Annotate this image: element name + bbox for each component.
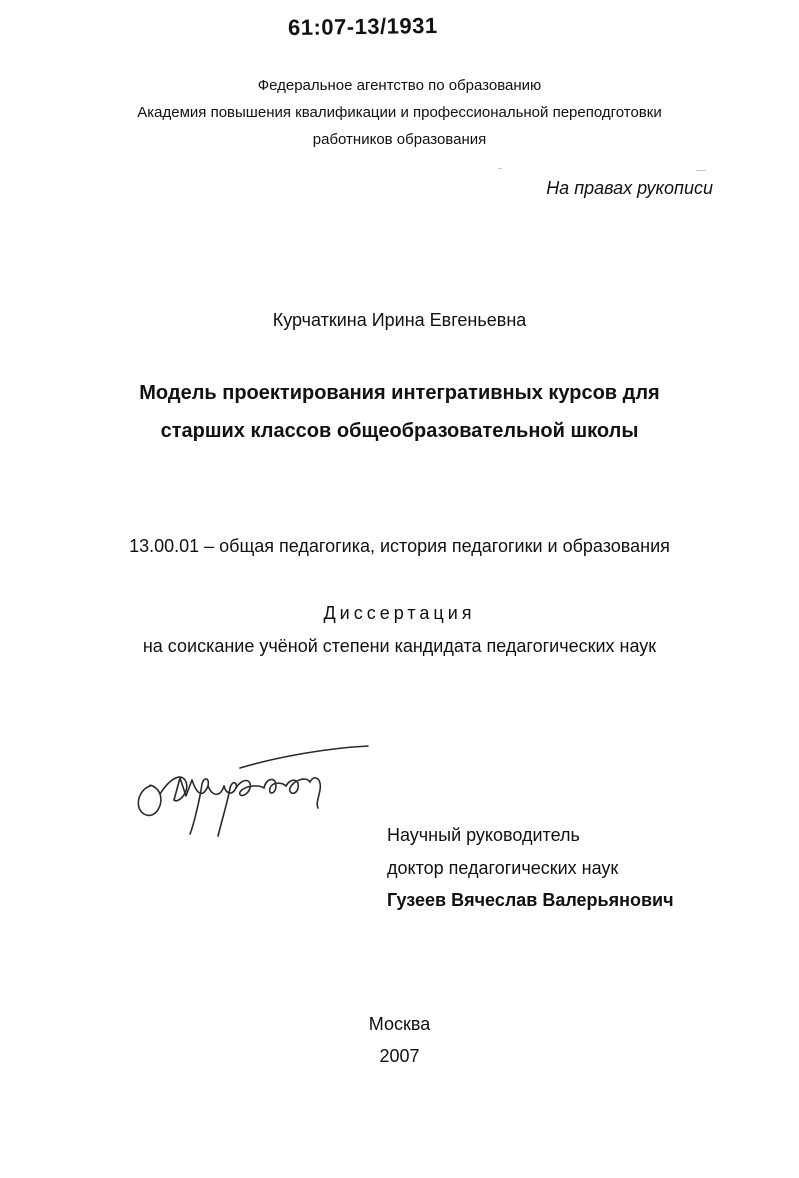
supervisor-degree: доктор педагогических наук [387, 858, 619, 878]
supervisor-role: Научный руководитель [387, 825, 580, 845]
city: Москва [368, 1014, 431, 1034]
document-type: Диссертация [323, 603, 476, 623]
organization-line-3: работников образования [312, 131, 487, 148]
specialty-code: 13.00.01 – общая педагогика, история педагогики и образования [129, 536, 670, 556]
dissertation-title-line-2: старших классов общеобразовательной школы [160, 420, 639, 442]
scan-speck [696, 170, 706, 171]
author-name: Курчаткина Ирина Евгеньевна [272, 310, 527, 330]
supervisor-name: Гузеев Вячеслав Валерьянович [387, 890, 674, 910]
organization-line-1: Федеральное агентство по образованию [257, 77, 542, 94]
organization-line-2: Академия повышения квалификации и профессиональной переподготовки [137, 104, 662, 121]
rights-notice: На правах рукописи [546, 178, 713, 198]
year: 2007 [379, 1046, 420, 1066]
dissertation-title-line-1: Модель проектирования интегративных курсов для [139, 382, 660, 404]
signature-icon [130, 738, 375, 848]
degree-line: на соискание учёной степени кандидата педагогических наук [142, 636, 657, 656]
scan-speck [498, 168, 502, 169]
registry-number: 61:07-13/1931 [287, 12, 438, 41]
